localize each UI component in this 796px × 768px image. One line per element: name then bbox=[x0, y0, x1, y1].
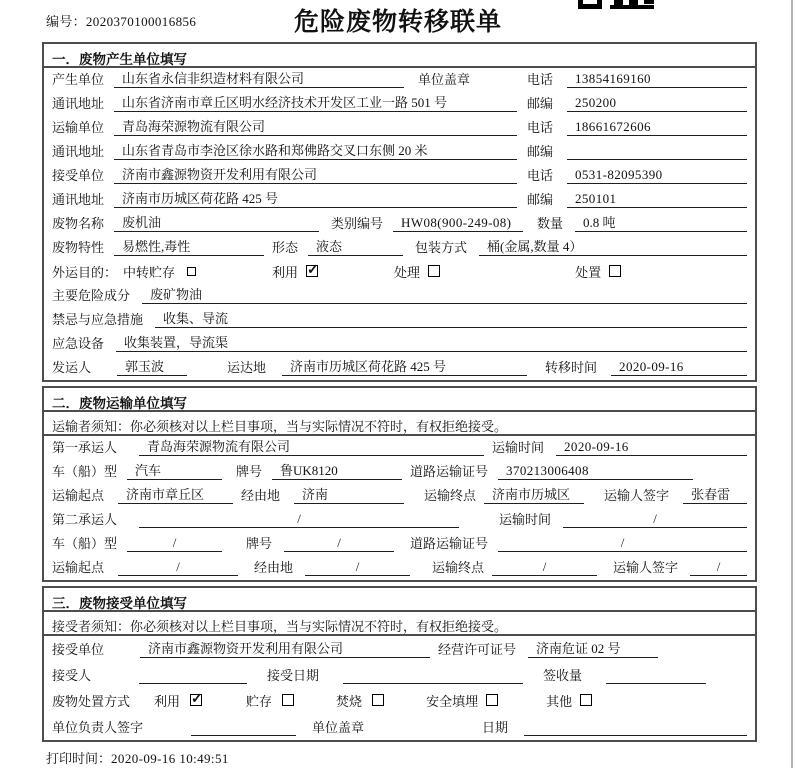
address-value: 济南市历城区荷花路 425 号 bbox=[114, 188, 517, 208]
disposal-method-label: 废物处置方式 bbox=[52, 693, 131, 709]
receiver-label: 接受单位 bbox=[52, 168, 105, 183]
receive-unit-label: 接受单位 bbox=[52, 642, 105, 657]
plate-value: / bbox=[284, 535, 394, 552]
shipper-value: 郭玉波 bbox=[117, 356, 187, 376]
unit-seal-label: 单位盖章 bbox=[418, 72, 471, 87]
option-utilize-label: 利用 bbox=[272, 264, 299, 280]
purpose-label: 外运目的： bbox=[52, 264, 118, 280]
producer-value: 山东省永信非织造材料有限公司 bbox=[114, 68, 404, 88]
road-permit-label: 道路运输证号 bbox=[410, 536, 489, 551]
waste-name-value: 废机油 bbox=[114, 212, 319, 232]
origin-label: 运输起点 bbox=[52, 560, 105, 575]
head-sign-value bbox=[191, 720, 296, 736]
signed-amount-label: 签收量 bbox=[543, 668, 583, 683]
form-body bbox=[42, 42, 757, 746]
address-label: 通讯地址 bbox=[52, 192, 105, 207]
packing-value: 桶(金属,数量 4） bbox=[479, 236, 747, 256]
origin-value: 济南市章丘区 bbox=[118, 484, 233, 504]
section-transporter bbox=[42, 386, 757, 582]
vehicle-type-value: / bbox=[127, 535, 222, 552]
via-value: 济南 bbox=[294, 484, 404, 504]
form-state-value: 液态 bbox=[308, 236, 403, 256]
date-value bbox=[524, 720, 747, 736]
shipper-label: 发运人 bbox=[52, 360, 92, 375]
row-first-carrier bbox=[44, 436, 755, 460]
origin-value: / bbox=[118, 559, 238, 576]
checkbox-transfer-storage bbox=[187, 267, 196, 276]
quantity-label: 数量 bbox=[537, 216, 564, 231]
address-label: 通讯地址 bbox=[52, 96, 105, 111]
row-receiver bbox=[44, 164, 755, 188]
zip-label: 邮编 bbox=[526, 144, 553, 159]
transporter-notice: 运输者须知：你必须核对以上栏目事项，当与实际情况不符时，有权拒绝接受。 bbox=[44, 412, 755, 436]
quantity-value: 0.8 吨 bbox=[575, 212, 747, 232]
row-shipper bbox=[44, 356, 755, 380]
via-label: 经由地 bbox=[254, 560, 294, 575]
zip-value bbox=[567, 144, 747, 160]
row-waste-character bbox=[44, 236, 755, 260]
check-mark-icon: ✓ bbox=[191, 692, 203, 707]
option-incinerate-label: 焚烧 bbox=[336, 693, 363, 709]
option-storage-label: 贮存 bbox=[246, 693, 273, 709]
vehicle-type-label: 车（船）型 bbox=[52, 464, 118, 479]
phone-value: 0531-82095390 bbox=[567, 167, 747, 184]
receive-person-value bbox=[139, 668, 247, 684]
vehicle-type-value: 汽车 bbox=[127, 460, 222, 480]
row-route1 bbox=[44, 484, 755, 508]
transporter-value: 青岛海荣源物流有限公司 bbox=[114, 116, 517, 136]
license-value: 济南危证 02 号 bbox=[528, 638, 658, 658]
endpoint-label: 运输终点 bbox=[432, 560, 485, 575]
address-label: 通讯地址 bbox=[52, 144, 105, 159]
waste-name-label: 废物名称 bbox=[52, 216, 105, 231]
transport-time-value: / bbox=[563, 511, 747, 528]
phone-value: 13854169160 bbox=[567, 71, 747, 88]
carrier2-label: 第二承运人 bbox=[52, 512, 118, 527]
vehicle-type-label: 车（船）型 bbox=[52, 536, 118, 551]
endpoint-value: / bbox=[492, 559, 597, 576]
option-transfer-storage-label: 中转贮存 bbox=[123, 264, 176, 280]
checkbox-utilize-checked bbox=[190, 694, 202, 706]
plate-value: 鲁UK8120 bbox=[272, 460, 402, 480]
hazard-label: 主要危险成分 bbox=[52, 288, 131, 303]
zip-label: 邮编 bbox=[526, 192, 553, 207]
receive-unit-value: 济南市鑫源物资开发利用有限公司 bbox=[140, 638, 430, 658]
unit-seal-label: 单位盖章 bbox=[312, 720, 365, 735]
row-producer-address bbox=[44, 92, 755, 116]
road-permit-value: / bbox=[498, 535, 747, 552]
row-purpose bbox=[44, 260, 755, 284]
transport-time-label: 运输时间 bbox=[499, 512, 552, 527]
section1-heading: 一．废物产生单位填写 bbox=[44, 44, 755, 68]
transport-time-label: 运输时间 bbox=[492, 440, 545, 455]
page-title: 危险废物转移联单 bbox=[293, 8, 502, 36]
checkbox-dispose bbox=[609, 265, 621, 277]
category-value: HW08(900-249-08) bbox=[393, 215, 523, 232]
section2-heading: 二．废物运输单位填写 bbox=[44, 388, 755, 412]
checkbox-storage bbox=[282, 694, 294, 706]
address-value: 山东省济南市章丘区明水经济技术开发区工业一路 501 号 bbox=[114, 92, 517, 112]
row-vehicle2 bbox=[44, 532, 755, 556]
section3-heading: 三．废物接受单位填写 bbox=[44, 588, 755, 612]
producer-label: 产生单位 bbox=[52, 72, 105, 87]
plate-label: 牌号 bbox=[246, 536, 273, 551]
taboo-label: 禁忌与应急措施 bbox=[52, 312, 144, 327]
via-label: 经由地 bbox=[241, 488, 281, 503]
row-taboo-measures bbox=[44, 308, 755, 332]
head-sign-label: 单位负责人签字 bbox=[52, 720, 144, 735]
signed-amount-value bbox=[606, 668, 706, 684]
carrier-sign-label: 运输人签字 bbox=[613, 560, 679, 575]
carrier-sign-value: 张春雷 bbox=[683, 484, 747, 504]
row-waste-name bbox=[44, 212, 755, 236]
row-hazard-component bbox=[44, 284, 755, 308]
carrier1-value: 青岛海荣源物流有限公司 bbox=[139, 436, 484, 456]
checkbox-other bbox=[580, 694, 592, 706]
serial-label: 编号： bbox=[46, 14, 86, 29]
equipment-value: 收集装置，导流渠 bbox=[116, 332, 747, 352]
print-time-line bbox=[46, 748, 229, 767]
check-mark-icon: ✓ bbox=[307, 263, 319, 278]
receive-date-value bbox=[343, 668, 523, 684]
carrier-sign-value: / bbox=[690, 559, 747, 576]
carrier-sign-label: 运输人签字 bbox=[604, 488, 670, 503]
option-utilize-label: 利用 bbox=[154, 693, 181, 709]
row-emergency-equipment bbox=[44, 332, 755, 356]
road-permit-value: 370213006408 bbox=[498, 463, 693, 480]
taboo-value: 收集、导流 bbox=[155, 308, 747, 328]
zip-label: 邮编 bbox=[526, 96, 553, 111]
date-label: 日期 bbox=[482, 720, 509, 735]
section-receiver bbox=[42, 586, 757, 742]
zip-value: 250101 bbox=[567, 191, 747, 208]
destination-value: 济南市历城区荷花路 425 号 bbox=[282, 356, 527, 376]
row-transporter bbox=[44, 116, 755, 140]
phone-value: 18661672606 bbox=[567, 119, 747, 136]
receive-date-label: 接受日期 bbox=[267, 668, 320, 683]
row-head-signature bbox=[44, 714, 755, 740]
transport-time-value: 2020-09-16 bbox=[556, 439, 747, 456]
checkbox-utilize-checked bbox=[306, 265, 318, 277]
carrier1-label: 第一承运人 bbox=[52, 440, 118, 455]
license-label: 经营许可证号 bbox=[438, 642, 517, 657]
option-treat-label: 处理 bbox=[394, 264, 421, 280]
row-disposal-method bbox=[44, 688, 755, 714]
road-permit-label: 道路运输证号 bbox=[410, 464, 489, 479]
receiver-notice: 接受者须知：你必须核对以上栏目事项，当与实际情况不符时，有权拒绝接受。 bbox=[44, 612, 755, 636]
checkbox-incinerate bbox=[372, 694, 384, 706]
phone-label: 电话 bbox=[526, 168, 553, 183]
option-dispose-label: 处置 bbox=[575, 264, 602, 280]
row-receiver-address bbox=[44, 188, 755, 212]
row-producer bbox=[44, 68, 755, 92]
origin-label: 运输起点 bbox=[52, 488, 105, 503]
address-value: 山东省青岛市李沧区徐水路和郑佛路交叉口东侧 20 米 bbox=[114, 140, 517, 160]
category-label: 类别编号 bbox=[331, 216, 384, 231]
section-producer bbox=[42, 42, 757, 382]
phone-label: 电话 bbox=[526, 72, 553, 87]
endpoint-label: 运输终点 bbox=[424, 488, 477, 503]
checkbox-treat bbox=[428, 265, 440, 277]
destination-label: 运达地 bbox=[227, 360, 267, 375]
character-label: 废物特性 bbox=[52, 240, 105, 255]
transfer-time-label: 转移时间 bbox=[545, 360, 598, 375]
packing-label: 包装方式 bbox=[415, 240, 468, 255]
option-other-label: 其他 bbox=[546, 693, 573, 709]
form-state-label: 形态 bbox=[272, 240, 299, 255]
row-receive-person bbox=[44, 662, 755, 688]
via-value: / bbox=[305, 559, 410, 576]
receiver-value: 济南市鑫源物资开发利用有限公司 bbox=[114, 164, 517, 184]
page-right-edge bbox=[791, 0, 793, 768]
print-time-value: 2020-09-16 10:49:51 bbox=[111, 751, 229, 766]
zip-value: 250200 bbox=[567, 95, 747, 112]
print-time-label: 打印时间： bbox=[46, 751, 112, 766]
hazard-value: 废矿物油 bbox=[142, 284, 747, 304]
receive-person-label: 接受人 bbox=[52, 668, 92, 683]
row-route2 bbox=[44, 556, 755, 580]
endpoint-value: 济南市历城区 bbox=[484, 484, 584, 504]
plate-label: 牌号 bbox=[236, 464, 263, 479]
carrier2-value: / bbox=[139, 511, 459, 528]
phone-label: 电话 bbox=[526, 120, 553, 135]
row-receive-unit bbox=[44, 636, 755, 662]
equipment-label: 应急设备 bbox=[52, 336, 105, 351]
option-landfill-label: 安全填埋 bbox=[426, 693, 479, 709]
row-vehicle1 bbox=[44, 460, 755, 484]
row-second-carrier bbox=[44, 508, 755, 532]
serial-number: 2020370100016856 bbox=[85, 14, 197, 29]
transfer-time-value: 2020-09-16 bbox=[611, 359, 747, 376]
checkbox-landfill bbox=[486, 694, 498, 706]
row-transporter-address bbox=[44, 140, 755, 164]
character-value: 易燃性,毒性 bbox=[114, 236, 264, 256]
transporter-label: 运输单位 bbox=[52, 120, 105, 135]
